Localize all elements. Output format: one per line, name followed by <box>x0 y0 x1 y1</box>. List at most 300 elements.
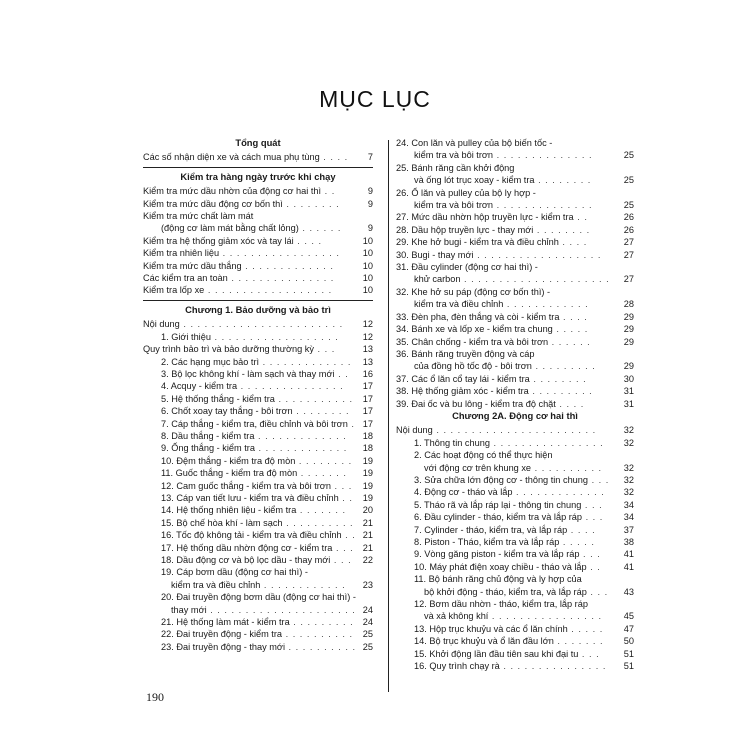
toc-entry-text: 13. Hộp trục khuỷu và các ổ lăn chính <box>414 623 568 634</box>
toc-page-number: 25 <box>362 641 373 652</box>
toc-entry-text: 14. Bộ trục khuỷu và ổ lăn đầu lớn <box>414 636 554 647</box>
toc-entry <box>143 247 373 259</box>
toc-entry-text: 1. Giới thiệu <box>161 331 211 342</box>
toc-entry <box>396 174 634 186</box>
toc-entry-text: với động cơ trên khung xe <box>424 462 532 473</box>
toc-leader-dots: . . . . . . . . <box>529 373 587 384</box>
toc-page-number: 21 <box>362 517 373 528</box>
toc-entry <box>396 149 634 161</box>
toc-leader-dots: . . <box>338 492 353 503</box>
toc-leader-dots: . . . . . . . . <box>533 224 591 235</box>
toc-entry <box>143 185 373 197</box>
toc-entry <box>143 467 373 479</box>
toc-leader-dots: . . . . . . . . <box>292 406 350 417</box>
toc-leader-dots: . . . . . . . . . <box>531 361 596 372</box>
toc-leader-dots: . . . <box>579 549 601 560</box>
toc-page-number: 29 <box>623 324 634 335</box>
toc-entry <box>396 336 634 348</box>
toc-entry-text: 24. Con lăn và pulley của bộ biến tốc - <box>396 138 553 148</box>
toc-leader-dots: . . <box>334 368 349 379</box>
toc-entry-text: 4. Acquy - kiểm tra <box>161 381 238 392</box>
toc-entry-text: Kiểm tra hệ thống giảm xóc và tay lái <box>143 235 294 246</box>
toc-entry <box>143 517 373 529</box>
toc-leader-dots: . . . . <box>567 524 596 535</box>
toc-entry-text: 38. Hệ thống giảm xóc - kiểm tra <box>396 386 529 397</box>
toc-leader-dots: . . . . . . . . . . . . . . . . . . . . . . . <box>179 319 344 330</box>
toc-page-number: 10 <box>362 235 373 246</box>
toc-entry <box>396 211 634 223</box>
toc-page-number: 29 <box>623 311 634 322</box>
toc-entry <box>143 260 373 272</box>
toc-leader-dots: . . . . . . . . . <box>289 617 354 628</box>
toc-entry-text: 11. Bộ bánh răng chủ động và ly hợp của <box>414 574 582 585</box>
toc-leader-dots: . . . . . . . . . . . . . <box>254 430 347 441</box>
toc-entry-text: 7. Cáp thắng - kiểm tra, điều chỉnh và bôi trơn <box>161 418 348 429</box>
toc-leader-dots: . . . . . <box>559 537 595 547</box>
toc-leader-dots: . . . . . . . . . . . . . . . <box>227 273 335 284</box>
toc-entry-text: kiểm tra và điều chỉnh <box>171 579 261 590</box>
toc-entry-text: Kiểm tra mức dầu động cơ bốn thì <box>143 198 283 209</box>
toc-entry-text: Các số nhận diện xe và cách mua phụ tùng <box>143 152 320 163</box>
toc-entry-text: 31. Đầu cylinder (động cơ hai thì) - <box>396 262 538 273</box>
toc-entry-text: 3. Bộ lọc không khí - làm sạch và thay mới <box>161 368 335 379</box>
toc-leader-dots: . . . . . . . . . . . . . . . . <box>489 437 604 448</box>
toc-page-number: 38 <box>623 537 634 547</box>
toc-leader-dots: . . . <box>586 586 609 597</box>
toc-page-number: 27 <box>623 237 634 248</box>
toc-page-number: 34 <box>623 512 634 523</box>
toc-entry-line <box>396 286 634 298</box>
toc-entry-text: 26. Ổ lăn và pulley của bộ ly hợp - <box>396 187 536 198</box>
toc-entry-text: 11. Guốc thắng - kiểm tra độ mòn <box>161 468 298 479</box>
toc-leader-dots: . . . . <box>319 152 349 163</box>
toc-page-number: 37 <box>623 524 634 535</box>
toc-right-column <box>396 137 634 672</box>
toc-entry-text: 33. Đèn pha, đèn thắng và còi - kiểm tra <box>396 311 560 322</box>
toc-leader-dots: . . . . . . <box>298 223 342 234</box>
toc-entry-text: 5. Tháo rã và lắp ráp lại - thông tin chung <box>414 499 582 510</box>
toc-entry <box>143 198 373 210</box>
toc-entry-text: 8. Piston - Tháo, kiểm tra và lắp ráp <box>414 537 560 547</box>
toc-leader-dots: . . . . <box>558 237 588 248</box>
toc-entry-text: 3. Sửa chữa lớn động cơ - thông tin chung <box>414 474 589 485</box>
toc-entry <box>143 628 373 640</box>
toc-entry-text: Kiểm tra nhiên liệu <box>143 248 220 259</box>
toc-leader-dots: . . . . . . . . . . . . . . <box>493 150 593 161</box>
toc-entry-text: 15. Bộ chế hòa khí - làm sạch <box>161 517 283 528</box>
toc-leader-dots: . . <box>321 186 336 197</box>
toc-entry-text: 9. Ống thắng - kiểm tra <box>161 443 255 454</box>
toc-entry-text: Nội dung <box>396 425 433 436</box>
toc-entry-text: kiểm tra và bôi trơn <box>414 150 494 161</box>
toc-entry-text: 39. Đai ốc và bu lông - kiểm tra độ chặt <box>396 398 556 409</box>
toc-entry-text: và ống lót trục xoay - kiểm tra <box>414 175 535 186</box>
toc-page-number: 26 <box>623 224 634 235</box>
toc-entry-text: 22. Đai truyền động - kiểm tra <box>161 629 283 640</box>
toc-entry <box>396 373 634 385</box>
toc-entry <box>396 224 634 236</box>
toc-page-number: 23 <box>362 579 373 590</box>
toc-page-number: 13 <box>362 356 373 367</box>
toc-leader-dots: . . . . . . . . . . . . . . . . . . . . . <box>206 604 356 615</box>
column-divider <box>388 140 389 692</box>
toc-leader-dots: . . . . . . . . . . . . . . . <box>237 381 344 392</box>
toc-entry <box>143 455 373 467</box>
toc-entry-text: 37. Các ổ lăn cổ tay lái - kiểm tra <box>396 373 530 384</box>
toc-entry <box>143 272 373 284</box>
page-title: MỤC LỤC <box>319 86 431 112</box>
toc-leader-dots: . . . . . . . . . . . . . . . . . . <box>473 249 602 260</box>
toc-entry <box>396 486 634 498</box>
toc-page-number: 25 <box>623 175 634 186</box>
toc-page-number: 32 <box>623 425 634 436</box>
toc-leader-dots: . . . . . . . . . . . . . . . . . . . . . <box>460 274 610 285</box>
toc-leader-dots: . . . . . . . . . . <box>282 629 354 640</box>
toc-entry <box>396 462 634 474</box>
toc-page-number: 27 <box>623 249 634 260</box>
toc-page-number: 19 <box>362 492 373 503</box>
toc-entry-line <box>396 449 634 461</box>
toc-entry-text: 9. Vòng găng piston - kiểm tra và lắp ráp <box>414 549 580 560</box>
toc-leader-dots: . . . . . . . . . . . . . <box>254 443 348 454</box>
toc-page-number: 9 <box>367 186 373 197</box>
toc-entry-text: 7. Cylinder - tháo, kiểm tra, và lắp ráp <box>414 524 568 535</box>
toc-entry-text: 2. Các hoạt động có thể thực hiện <box>414 450 553 461</box>
toc-page-number: 32 <box>623 487 634 498</box>
toc-leader-dots: . . . . . . . <box>296 505 347 516</box>
toc-left-column <box>143 137 373 653</box>
toc-entry <box>143 343 373 355</box>
toc-page-number: 31 <box>623 386 634 397</box>
toc-entry-text: thay mới <box>171 604 207 615</box>
toc-entry <box>143 442 373 454</box>
toc-entry-text: 20. Đai truyền động bơm dầu (động cơ hai thì) - <box>161 592 356 603</box>
toc-entry <box>396 660 634 672</box>
toc-entry <box>143 393 373 405</box>
toc-entry <box>143 284 373 296</box>
toc-leader-dots: . . . . . . . . . . . . . . . . . . <box>204 285 333 296</box>
toc-entry-line <box>143 591 373 603</box>
toc-page-number: 30 <box>623 373 634 384</box>
toc-entry-text: 19. Cáp bơm dầu (động cơ hai thì) - <box>161 567 308 578</box>
toc-leader-dots: . . . . . <box>552 324 589 335</box>
toc-page-number: 10 <box>362 248 373 259</box>
toc-leader-dots: . . . . . . . . . . . . . . . <box>499 661 607 672</box>
toc-entry-text: khử carbon <box>414 274 461 285</box>
toc-page-number: 26 <box>623 212 634 223</box>
toc-entry-text: kiểm tra và điều chỉnh <box>414 299 504 310</box>
toc-leader-dots: . . . . <box>555 398 585 409</box>
toc-leader-dots: . . . . . . . . . . . . . . <box>493 200 593 211</box>
toc-entry-text: 21. Hệ thống làm mát - kiểm tra <box>161 617 290 628</box>
toc-entry <box>143 492 373 504</box>
toc-entry-text: 36. Bánh răng truyền động và cáp <box>396 348 535 359</box>
toc-entry-text: 2. Các hạng mục bảo trì <box>161 356 260 367</box>
toc-entry-text: 35. Chân chống - kiểm tra và bôi trơn <box>396 336 549 347</box>
toc-leader-dots: . . . . <box>559 311 588 322</box>
toc-section-heading: Chương 1. Bảo dưỡng và bảo trì <box>185 303 331 315</box>
toc-page-number: 50 <box>623 636 634 647</box>
toc-page-number: 7 <box>367 152 373 163</box>
toc-page-number: 17 <box>362 418 373 429</box>
toc-entry-text: 6. Chốt xoay tay thắng - bôi trơn <box>161 406 293 417</box>
toc-page-number: 12 <box>362 319 373 330</box>
toc-entry-text: Kiểm tra mức chất làm mát <box>143 211 254 222</box>
toc-leader-dots: . . . <box>313 344 336 355</box>
toc-entry <box>396 561 634 573</box>
toc-leader-dots: . . . <box>578 648 600 659</box>
toc-leader-dots: . . . <box>581 499 603 510</box>
toc-page-number: 19 <box>362 455 373 466</box>
toc-entry <box>396 199 634 211</box>
toc-entry-text: 12. Bơm dầu nhờn - tháo, kiểm tra, lắp ráp <box>414 599 588 610</box>
toc-page-number: 18 <box>362 443 373 454</box>
toc-entry-text: 15. Khởi động lần đầu tiên sau khi đại tu <box>414 648 579 659</box>
toc-page-number: 9 <box>367 223 373 234</box>
toc-entry-line <box>143 210 373 222</box>
toc-leader-dots: . . . <box>330 480 353 491</box>
toc-entry-text: 16. Tốc độ không tải - kiểm tra và điều chỉnh <box>161 530 342 541</box>
toc-entry-text: 10. Đệm thắng - kiểm tra độ mòn <box>161 455 296 466</box>
toc-leader-dots: . . . . . . . <box>297 468 347 479</box>
toc-entry-text: 32. Khe hở su páp (động cơ bốn thì) - <box>396 286 551 297</box>
toc-entry <box>396 511 634 523</box>
toc-entry <box>396 249 634 261</box>
toc-page-number: 47 <box>623 623 634 634</box>
toc-page-number: 29 <box>623 336 634 347</box>
toc-entry-text: 12. Cam guốc thắng - kiểm tra và bôi trơn <box>161 480 331 491</box>
toc-entry <box>396 398 634 410</box>
toc-entry-line <box>396 598 634 610</box>
toc-page-number: 19 <box>362 468 373 479</box>
toc-entry <box>143 604 373 616</box>
toc-leader-dots: . . . . . . . . . . <box>282 517 354 528</box>
toc-entry-line <box>396 137 634 149</box>
toc-entry-text: 10. Máy phát điện xoay chiều - tháo và lắp <box>414 561 587 572</box>
toc-page-number: 34 <box>623 499 634 510</box>
toc-entry <box>143 529 373 541</box>
toc-page-number: 25 <box>362 629 373 640</box>
toc-entry <box>396 273 634 285</box>
toc-page-number: 10 <box>362 260 373 271</box>
toc-entry <box>396 610 634 622</box>
toc-entry-text: 5. Hệ thống thắng - kiểm tra <box>161 393 275 404</box>
toc-entry <box>143 616 373 628</box>
toc-leader-dots: . . . <box>332 542 354 553</box>
toc-entry-text: 14. Hệ thống nhiên liệu - kiểm tra <box>161 505 297 516</box>
toc-entry <box>143 418 373 430</box>
toc-leader-dots: . . . . . . . . . . . . . <box>241 260 334 271</box>
toc-entry-text: 28. Dầu hộp truyền lực - thay mới <box>396 224 534 235</box>
toc-entry-text: 23. Đai truyền động - thay mới <box>161 641 285 652</box>
toc-entry-text: Các kiểm tra an toàn <box>143 273 228 284</box>
toc-entry-line <box>396 573 634 585</box>
toc-page-number: 32 <box>623 437 634 448</box>
toc-page-number: 10 <box>362 273 373 284</box>
toc-page-number: 17 <box>362 393 373 404</box>
toc-page-number: 43 <box>623 586 634 597</box>
toc-page-number: 17 <box>362 381 373 392</box>
toc-page-number: 51 <box>623 661 634 672</box>
toc-page-number: 29 <box>623 361 634 372</box>
toc-leader-dots: . . . . <box>293 235 323 246</box>
toc-entry-text: 6. Đầu cylinder - tháo, kiểm tra và lắp ráp <box>414 512 583 523</box>
toc-leader-dots: . . <box>341 530 356 541</box>
toc-entry-text: 27. Mức dầu nhờn hộp truyền lực - kiểm tra <box>396 212 574 223</box>
toc-entry <box>396 323 634 335</box>
toc-section-heading: Tổng quát <box>235 137 281 148</box>
toc-section-heading: Kiểm tra hàng ngày trước khi chạy <box>180 170 336 182</box>
toc-entry <box>143 542 373 554</box>
toc-entry <box>143 554 373 566</box>
toc-leader-dots: . . . . . . . . . . . . . . . . . . <box>210 331 339 342</box>
toc-entry-line <box>396 162 634 174</box>
toc-leader-dots: . . . . . . . . <box>534 175 592 186</box>
toc-entry-text: Kiểm tra mức dầu nhờn của động cơ hai thì <box>143 186 322 197</box>
toc-page-number: 27 <box>623 274 634 285</box>
toc-entry <box>143 331 373 343</box>
toc-entry <box>396 236 634 248</box>
toc-leader-dots: . <box>347 418 355 429</box>
toc-leader-dots: . . . . . . . . . <box>528 386 593 397</box>
toc-entry-text: 25. Bánh răng cần khởi động <box>396 162 515 173</box>
toc-entry-line <box>143 566 373 578</box>
toc-entry <box>143 222 373 234</box>
toc-page-number: 45 <box>623 611 634 622</box>
toc-leader-dots: . . <box>586 561 601 572</box>
toc-entry-text: Kiểm tra lốp xe <box>143 285 205 296</box>
toc-page-number: 17 <box>362 406 373 417</box>
toc-entry-text: Quy trình bảo trì và bảo dưỡng thường kỳ <box>143 344 314 355</box>
toc-entry-text: Nội dung <box>143 319 180 330</box>
toc-entry <box>396 623 634 635</box>
toc-leader-dots: . . . . . . . . . . . . . <box>512 487 605 498</box>
toc-entry <box>396 437 634 449</box>
toc-entry <box>396 536 634 548</box>
toc-entry-text: và xả không khí <box>424 611 489 622</box>
toc-leader-dots: . . . . . . . . . . . . <box>503 299 589 310</box>
toc-entry-text: bộ khởi động - tháo, kiểm tra, và lắp ráp <box>424 586 587 597</box>
toc-page-number: 25 <box>623 150 634 161</box>
toc-page-number: 24 <box>362 617 373 628</box>
toc-page-number: 18 <box>362 430 373 441</box>
toc-page-number: 41 <box>623 561 634 572</box>
toc-page-number: 10 <box>362 285 373 296</box>
toc-page-number: 51 <box>623 648 634 659</box>
toc-entry <box>396 311 634 323</box>
toc-leader-dots: . . . . . . . . . . . . . . . . . <box>219 248 340 259</box>
toc-leader-dots: . . . . . . . . <box>282 198 340 209</box>
toc-entry-text: 34. Bánh xe và lốp xe - kiểm tra chung <box>396 324 553 335</box>
toc-entry-text: của đồng hồ tốc độ - bôi trơn <box>414 361 532 372</box>
toc-page-number: 19 <box>362 480 373 491</box>
toc-page-number: 13 <box>362 344 373 355</box>
toc-entry-text: 29. Khe hở bugi - kiểm tra và điều chỉnh <box>396 237 559 248</box>
toc-entry <box>143 579 373 591</box>
toc-entry <box>396 385 634 397</box>
toc-entry-text: 4. Động cơ - tháo và lắp <box>414 487 513 498</box>
toc-leader-dots: . . . . . . . . <box>295 455 353 466</box>
section-divider <box>143 300 373 301</box>
toc-entry <box>396 499 634 511</box>
toc-entry-text: 1. Thông tin chung <box>414 437 490 448</box>
toc-entry <box>396 548 634 560</box>
toc-page-number: 32 <box>623 474 634 485</box>
toc-entry-line <box>396 348 634 360</box>
toc-entry-text: 8. Dầu thắng - kiểm tra <box>161 430 255 441</box>
toc-entry <box>396 635 634 647</box>
page-number: 190 <box>146 690 164 704</box>
toc-entry <box>396 648 634 660</box>
section-divider <box>143 167 373 168</box>
toc-page-number: 21 <box>362 542 373 553</box>
toc-entry <box>143 641 373 653</box>
toc-entry <box>143 368 373 380</box>
toc-entry <box>396 360 634 372</box>
toc-leader-dots: . . . . . . . . . . . . . <box>259 356 352 367</box>
toc-entry <box>143 235 373 247</box>
toc-entry <box>396 586 634 598</box>
toc-leader-dots: . . . <box>588 474 610 485</box>
toc-leader-dots: . . . . . . . <box>553 636 604 647</box>
toc-entry-text: (động cơ làm mát bằng chất lỏng) <box>161 223 299 234</box>
toc-leader-dots: . . . <box>582 512 604 523</box>
toc-leader-dots: . . . . . . <box>548 336 591 347</box>
toc-leader-dots: . . . <box>330 555 352 565</box>
toc-page-number: 16 <box>362 368 373 379</box>
toc-page-number: 32 <box>623 462 634 473</box>
toc-entry <box>396 474 634 486</box>
toc-entry-line <box>396 261 634 273</box>
toc-page-number: 25 <box>623 200 634 211</box>
toc-leader-dots: . . <box>573 212 588 223</box>
toc-entry <box>396 424 634 436</box>
toc-entry <box>143 430 373 442</box>
toc-entry <box>143 405 373 417</box>
toc-entry-text: 13. Cáp van tiết lưu - kiểm tra và điều chỉnh <box>161 492 339 503</box>
toc-entry-text: Kiểm tra mức dầu thắng <box>143 260 242 271</box>
toc-entry <box>143 504 373 516</box>
toc-page-number: 21 <box>362 530 373 541</box>
toc-section-heading: Chương 2A. Động cơ hai thì <box>452 409 578 421</box>
toc-leader-dots: . . . . . . . . . . . <box>274 393 354 404</box>
toc-entry-text: 17. Hệ thống dầu nhờn động cơ - kiểm tra <box>161 542 333 553</box>
toc-entry <box>143 380 373 392</box>
toc-entry-line <box>396 187 634 199</box>
toc-page-number: 28 <box>623 299 634 310</box>
toc-entry-text: 18. Dầu động cơ và bộ lọc dầu - thay mới <box>161 555 331 565</box>
toc-entry <box>396 298 634 310</box>
toc-entry-text: 16. Quy trình chạy rà <box>414 661 500 672</box>
toc-leader-dots: . . . . . . . . . . . . . . . . <box>488 611 603 622</box>
toc-leader-dots: . . . . . . . . . . . . . . . . . . . . . . . <box>432 425 597 436</box>
toc-leader-dots: . . . . . <box>567 623 604 634</box>
toc-leader-dots: . . . . . . . . . . <box>531 462 603 473</box>
toc-page-number: 41 <box>623 549 634 560</box>
toc-entry-text: kiểm tra và bôi trơn <box>414 200 494 211</box>
toc-page-number: 12 <box>362 331 373 342</box>
toc-leader-dots: . . . . . . . . . . . . <box>260 579 346 590</box>
toc-page-number: 31 <box>623 398 634 409</box>
toc-entry <box>143 480 373 492</box>
toc-entry <box>396 524 634 536</box>
toc-leader-dots: . . . . . . . . . . <box>285 641 357 652</box>
toc-page-number: 9 <box>367 198 373 209</box>
toc-entry <box>143 356 373 368</box>
toc-entry-text: 30. Bugi - thay mới <box>396 249 474 260</box>
toc-page-number: 24 <box>362 604 373 615</box>
toc-page-number: 20 <box>362 505 373 516</box>
